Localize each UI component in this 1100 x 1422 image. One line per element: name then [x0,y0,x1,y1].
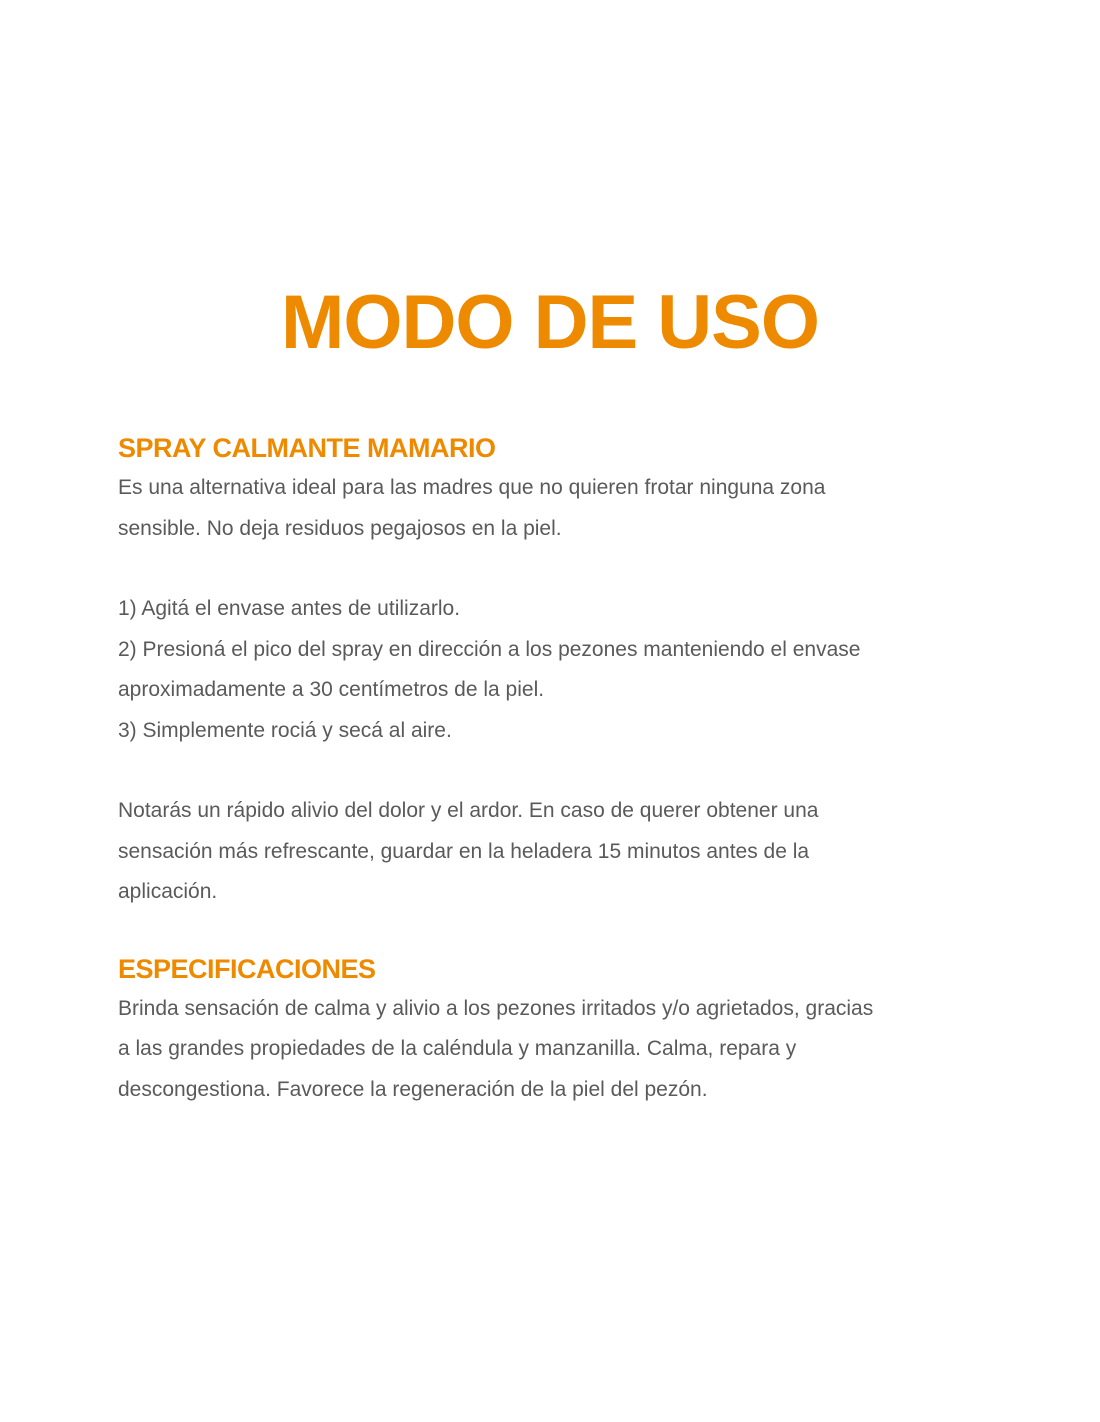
section-especificaciones [118,949,998,1111]
spacer [118,913,998,949]
spacer [118,549,998,589]
text-line: Notarás un rápido alivio del dolor y el ardor. En caso de querer obtener una [118,799,819,822]
step-item: 3) Simplemente rociá y secá al aire. [118,718,452,742]
step-item: aproximadamente a 30 centímetros de la piel. [118,678,545,701]
intro-paragraph [118,468,998,549]
specs-paragraph [118,989,998,1111]
text-line: Brinda sensación de calma y alivio a los pezones irritados y/o agrietados, gracias [118,996,874,1020]
page-title: MODO DE USO [281,280,819,365]
section-heading: SPRAY CALMANTE MAMARIO [118,433,496,463]
text-line: sensación más refrescante, guardar en la heladera 15 minutos antes de la [118,839,810,863]
step-item: 1) Agitá el envase antes de utilizarlo. [118,597,461,620]
step-item: 2) Presioná el pico del spray en dirección a los pezones manteniendo el envase [118,637,861,661]
section-spray-calmante [118,428,998,913]
content [118,428,998,1110]
text-line: descongestiona. Favorece la regeneración de la piel del pezón. [118,1077,708,1101]
text-line: aplicación. [118,880,218,903]
text-line: a las grandes propiedades de la caléndula y manzanilla. Calma, repara y [118,1037,797,1060]
section-heading: ESPECIFICACIONES [118,953,376,984]
text-line: Es una alternativa ideal para las madres que no quieren frotar ninguna zona [118,476,826,499]
spacer [118,751,998,791]
steps-list [118,589,998,751]
note-paragraph [118,791,998,913]
text-line: sensible. No deja residuos pegajosos en la piel. [118,516,562,540]
